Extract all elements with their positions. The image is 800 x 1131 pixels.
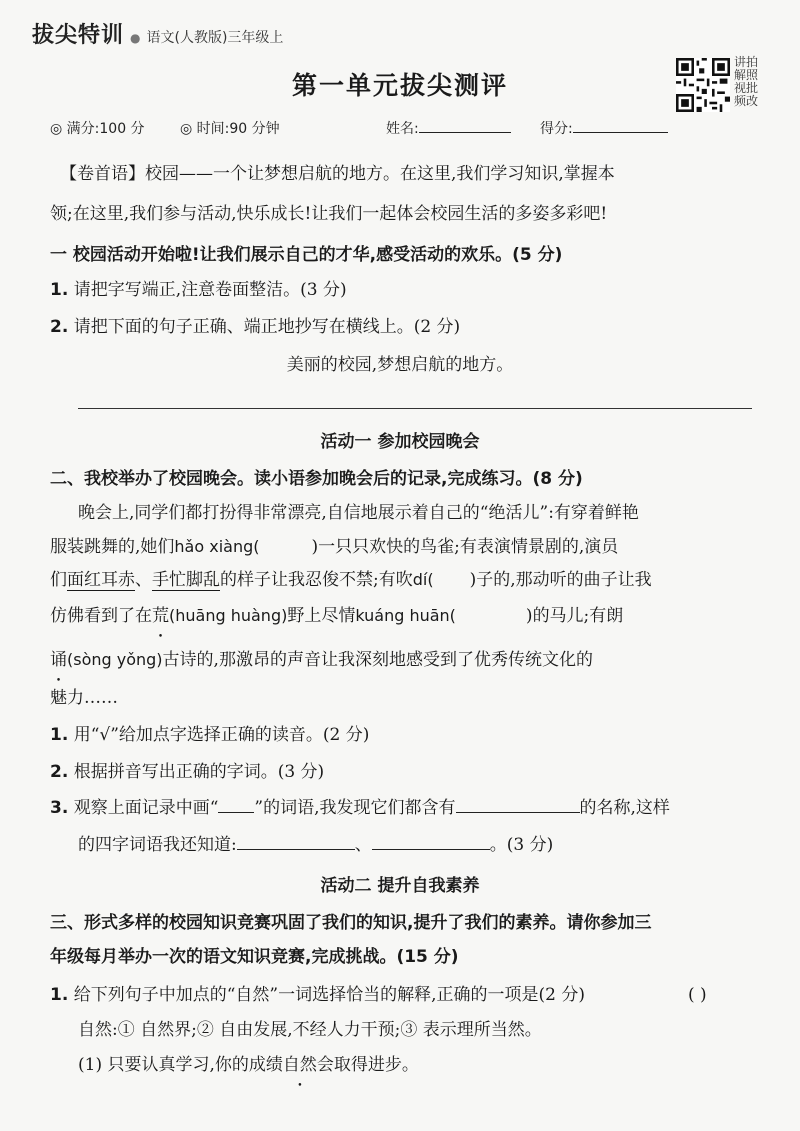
question-number: 1. — [50, 985, 69, 1005]
question-number: 3. — [50, 798, 69, 818]
underlined-word: 面红耳赤 — [67, 570, 135, 590]
name-field[interactable] — [386, 118, 511, 138]
dotted-char: 荒 — [152, 606, 169, 626]
passage-text: 服装跳舞的,她们 — [50, 537, 175, 557]
preface-line-1: 【卷首语】校园——一个让梦想启航的地方。在这里,我们学习知识,掌握本 — [60, 164, 615, 184]
passage-text: 的样子让我忍俊不禁;有吹 — [220, 570, 413, 590]
underlined-word: 手忙脚乱 — [152, 570, 220, 590]
passage-text: 子的,那动听的曲子让我 — [476, 570, 652, 590]
question-text: 请把下面的句子正确、端正地抄写在横线上。(2 分) — [73, 317, 461, 337]
question-1-1 — [50, 275, 347, 305]
paren-close: ) — [525, 606, 533, 626]
subject-label: 语文(人教版)三年级上 — [146, 30, 284, 46]
separator: 、 — [135, 570, 152, 590]
paren-close: ) — [311, 537, 319, 557]
pinyin: kuáng huān( — [355, 606, 456, 625]
passage-text: 古诗的,那激昂的声音让我深刻地感受到了优秀传统文化的 — [162, 650, 593, 670]
question-number: 1. — [50, 280, 69, 300]
sub-question-1 — [78, 1050, 419, 1080]
underline-sample — [218, 798, 254, 813]
question-number: 2. — [50, 317, 69, 337]
name-blank[interactable] — [419, 118, 511, 133]
section-3-heading-1: 三、形式多样的校园知识竞赛巩固了我们的知识,提升了我们的素养。请你参加三 — [50, 913, 652, 933]
question-text: 给下列句子中加点的“自然”一词选择恰当的解释,正确的一项是(2 分) — [73, 985, 585, 1005]
dotted-char: 诵 — [50, 650, 67, 670]
score-blank[interactable] — [573, 118, 668, 133]
section-3-heading-2: 年级每月举办一次的语文知识竞赛,完成挑战。(15 分) — [50, 947, 459, 967]
passage-line-3 — [50, 565, 652, 595]
question-2-1 — [50, 720, 369, 750]
question-text: 根据拼音写出正确的字词。(3 分) — [73, 762, 325, 782]
question-number: 1. — [50, 725, 69, 745]
dotted-word: 自然 — [282, 1055, 317, 1075]
passage-text: 仿佛看到了在 — [50, 606, 152, 626]
pinyin: dí( — [412, 570, 434, 589]
page-title: 第一单元拔尖测评 — [291, 71, 508, 100]
copy-sentence: 美丽的校园,梦想启航的地方。 — [286, 355, 514, 375]
passage-line-1: 晚会上,同学们都打扮得非常漂亮,自信地展示着自己的“绝活儿”:有穿着鲜艳 — [78, 503, 639, 523]
separator: 、 — [354, 835, 372, 855]
activity-1-title: 活动一 参加校园晚会 — [320, 432, 480, 452]
question-1-2 — [50, 312, 460, 342]
brand-logo: 拔尖特训 — [32, 23, 125, 48]
pinyin-choice[interactable]: (sòng yǒng) — [67, 650, 163, 669]
answer-paren[interactable]: ( ) — [688, 985, 707, 1005]
passage-line-2 — [50, 532, 618, 562]
answer-blank[interactable] — [456, 798, 580, 813]
question-text: 用“√”给加点字选择正确的读音。(2 分) — [73, 725, 370, 745]
qr-side-label: 讲拍解照视批频改 — [734, 55, 759, 108]
question-text: 请把字写端正,注意卷面整洁。(3 分) — [73, 280, 347, 300]
full-score: ◎ 满分:100 分 — [50, 121, 145, 137]
question-2-2 — [50, 757, 324, 787]
name-label: 姓名: — [386, 121, 419, 137]
question-text: ”的词语,我发现它们都含有 — [254, 798, 456, 818]
question-2-3 — [50, 793, 670, 823]
preface-line-2: 领;在这里,我们参与活动,快乐成长!让我们一起体会校园生活的多姿多彩吧! — [50, 204, 608, 224]
qr-code-icon[interactable] — [676, 58, 730, 112]
question-3-1 — [50, 980, 585, 1010]
question-text: 会取得进步。 — [316, 1055, 419, 1075]
question-text: 的四字词语我还知道: — [78, 835, 237, 855]
options-line: 自然:① 自然界;② 自由发展,不经人力干预;③ 表示理所当然。 — [78, 1020, 542, 1040]
paren-close: ) — [469, 570, 477, 590]
brand-header — [32, 18, 283, 49]
passage-text: 一只只欢快的鸟雀;有表演情景剧的,演员 — [318, 537, 619, 557]
question-2-3-cont — [78, 830, 553, 860]
passage-line-6: 魅力…… — [50, 688, 118, 708]
question-text: 。(3 分) — [489, 835, 554, 855]
score-field[interactable] — [540, 118, 668, 138]
section-2-heading: 二、我校举办了校园晚会。读小语参加晚会后的记录,完成练习。(8 分) — [50, 469, 583, 489]
question-number: 2. — [50, 762, 69, 782]
passage-text: 们 — [50, 570, 67, 590]
answer-blank[interactable] — [237, 835, 355, 850]
score-label: 得分: — [540, 121, 573, 137]
exam-time: ◎ 时间:90 分钟 — [180, 121, 280, 137]
pinyin-choice[interactable]: (huāng huàng) — [169, 606, 288, 625]
pinyin: hǎo xiàng( — [174, 537, 260, 556]
separator-dot: ● — [130, 31, 141, 45]
question-text: (1) 只要认真学习,你的成绩 — [78, 1055, 283, 1075]
question-text: 观察上面记录中画“ — [73, 798, 219, 818]
writing-line[interactable] — [78, 408, 752, 409]
question-text: 的名称,这样 — [579, 798, 670, 818]
passage-text: 野上尽情 — [287, 606, 356, 626]
section-1-heading: 一 校园活动开始啦!让我们展示自己的才华,感受活动的欢乐。(5 分) — [50, 245, 563, 265]
passage-text: 的马儿;有朗 — [532, 606, 624, 626]
activity-2-title: 活动二 提升自我素养 — [320, 876, 480, 896]
passage-line-5 — [50, 645, 593, 675]
answer-blank[interactable] — [372, 835, 490, 850]
passage-line-4 — [50, 601, 623, 631]
